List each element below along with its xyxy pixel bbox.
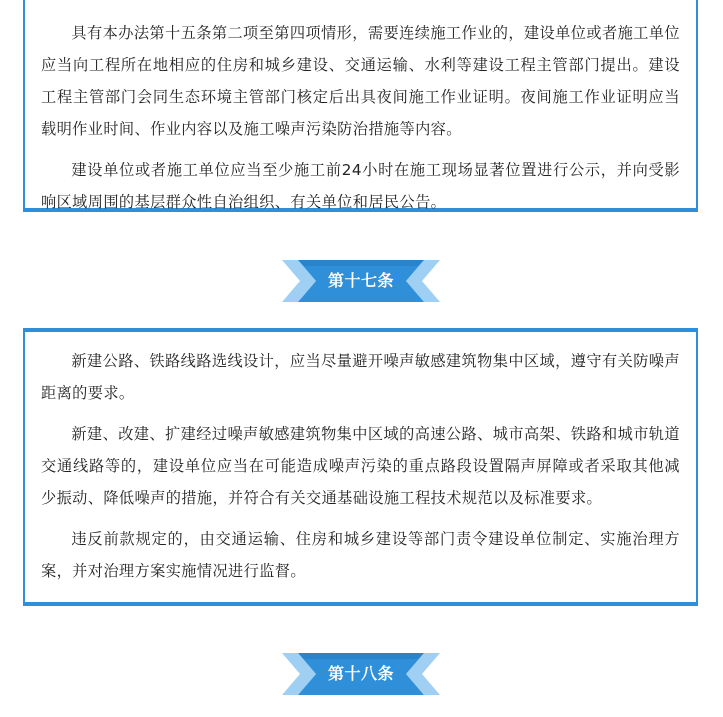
article-16-paragraph-2: 建设单位或者施工单位应当至少施工前24小时在施工现场显著位置进行公示，并向受影响区域周围的基层群众性自治组织、有关单位和居民公告。 <box>41 161 680 211</box>
article-18-heading-tag <box>282 653 440 695</box>
article-17-paragraph-3: 违反前款规定的，由交通运输、住房和城乡建设等部门责令建设单位制定、实施治理方案，并对治理方案实施情况进行监督。 <box>41 530 680 580</box>
article-18-title: 第十八条 <box>327 664 394 683</box>
article-16-paragraphs <box>25 0 696 218</box>
article-17-title: 第十七条 <box>327 271 394 290</box>
article-17-content-card <box>23 328 698 606</box>
article-17-paragraph-2: 新建、改建、扩建经过噪声敏感建筑物集中区域的高速公路、城市高架、铁路和城市轨道交通线路等的，建设单位应当在可能造成噪声污染的重点路段设置隔声屏障或者采取其他减少振动、降低噪声的措施，并符合有关交通基础设施工程技术规范以及标准要求。 <box>41 425 680 507</box>
article-17-paragraph-1: 新建公路、铁路线路选线设计，应当尽量避开噪声敏感建筑物集中区域，遵守有关防噪声距离的要求。 <box>41 352 680 402</box>
article-16-paragraph-1: 具有本办法第十五条第二项至第四项情形，需要连续施工作业的，建设单位或者施工单位应当向工程所在地相应的住房和城乡建设、交通运输、水利等建设工程主管部门提出。建设工程主管部门会同生态环境主管部门核定后出具夜间施工作业证明。夜间施工作业证明应当载明作业时间、作业内容以及施工噪声污染防治措施等内容。 <box>41 24 680 138</box>
article-16-content-card <box>23 0 698 212</box>
article-17-paragraphs <box>25 332 696 587</box>
article-17-heading-tag <box>282 260 440 302</box>
